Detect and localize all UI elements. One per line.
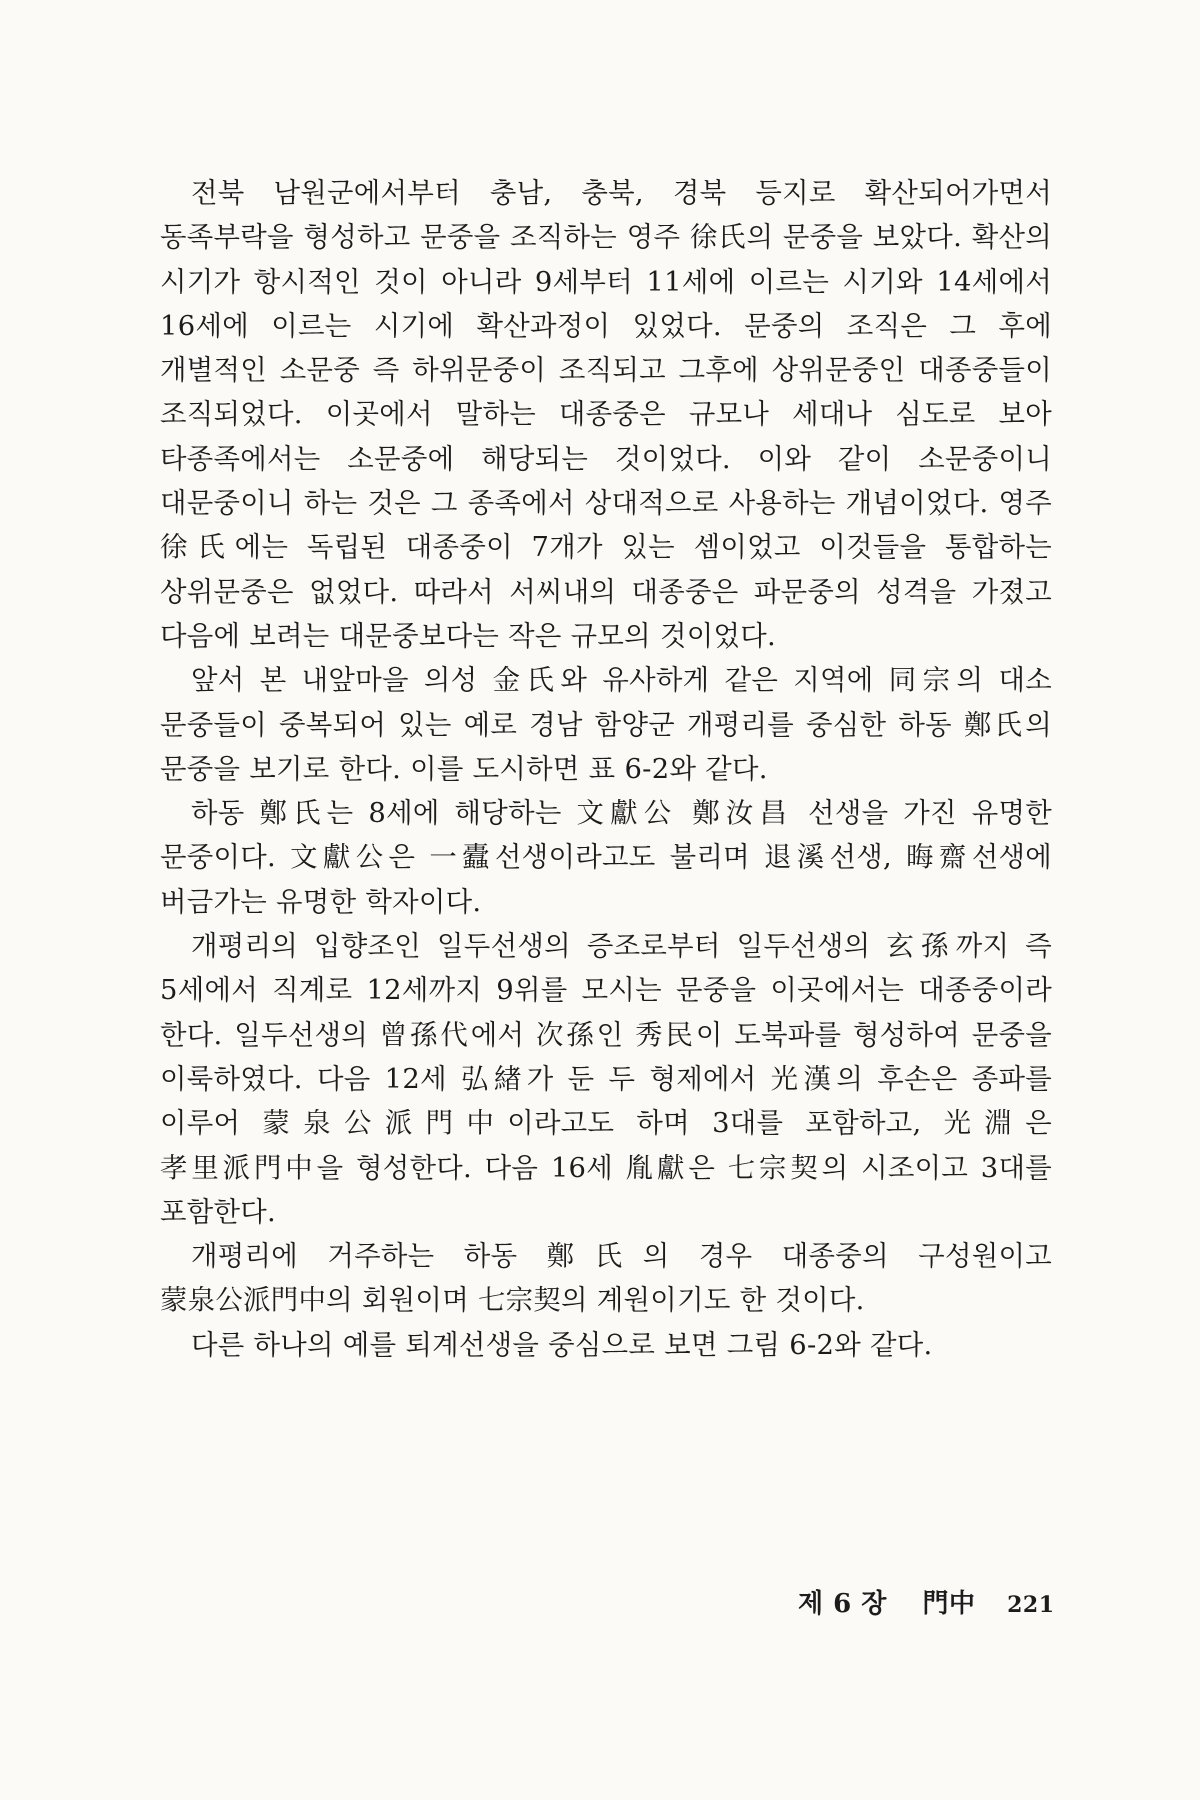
- paragraph-4: 개평리의 입향조인 일두선생의 증조로부터 일두선생의 玄孫까지 즉 5세에서 직계로 12세까지 9위를 모시는 문중을 이곳에서는 대종중이라 한다. 일두선생의 曾孫代에서 次孫인 秀民이 도북파를 형성하여 문중을 이룩하였다. 다음 12세 弘緖가 둔 두 형제에서 光漢의 후손은 종파를 이루어 蒙泉公派門中이라고도 하며 3대를 포함하고, 光淵은 孝里派門中을 형성한다. 다음 16세 胤獻은 七宗契의 시조이고 3대를 포함한다.: [160, 931, 1052, 1228]
- paragraph-2: 앞서 본 내앞마을 의성 金氏와 유사하게 같은 지역에 同宗의 대소 문중들이 중복되어 있는 예로 경남 함양군 개평리를 중심한 하동 鄭氏의 문중을 보기로 한다. 이를 도시하면 표 6-2와 같다.: [160, 665, 1052, 785]
- paragraph-1: 전북 남원군에서부터 충남, 충북, 경북 등지로 확산되어가면서 동족부락을 형성하고 문중을 조직하는 영주 徐氏의 문중을 보았다. 확산의 시기가 항시적인 것이 아니라 9세부터 11세에 이르는 시기와 14세에서 16세에 이르는 시기에 확산과정이 있었다. 문중의 조직은 그 후에 개별적인 소문중 즉 하위문중이 조직되고 그후에 상위문중인 대종중들이 조직되었다. 이곳에서 말하는 대종중은 규모나 세대나 심도로 보아 타종족에서는 소문중에 해당되는 것이었다. 이와 같이 소문중이니 대문중이니 하는 것은 그 종족에서 상대적으로 사용하는 개념이었다. 영주 徐氏에는 독립된 대종중이 7개가 있는 셈이었고 이것들을 통합하는 상위문중은 없었다. 따라서 서씨내의 대종중은 파문중의 성격을 가졌고 다음에 보려는 대문중보다는 작은 규모의 것이었다.: [160, 178, 1052, 652]
- page-footer: [798, 1583, 1055, 1620]
- page-number: 221: [1007, 1592, 1055, 1618]
- paragraph-5: 개평리에 거주하는 하동 鄭氏의 경우 대종중의 구성원이고 蒙泉公派門中의 회원이며 七宗契의 계원이기도 한 것이다.: [160, 1241, 1052, 1317]
- chapter-label: 제 6 장: [798, 1589, 887, 1619]
- chapter-title: 門中: [922, 1589, 976, 1619]
- page-body: [160, 172, 1052, 1368]
- paragraph-6: 다른 하나의 예를 퇴계선생을 중심으로 보면 그림 6-2와 같다.: [191, 1329, 933, 1361]
- paragraph-3: 하동 鄭氏는 8세에 해당하는 文獻公 鄭汝昌 선생을 가진 유명한 문중이다. 文獻公은 一蠹선생이라고도 불리며 退溪선생, 晦齋선생에 버금가는 유명한 학자이다.: [160, 798, 1052, 918]
